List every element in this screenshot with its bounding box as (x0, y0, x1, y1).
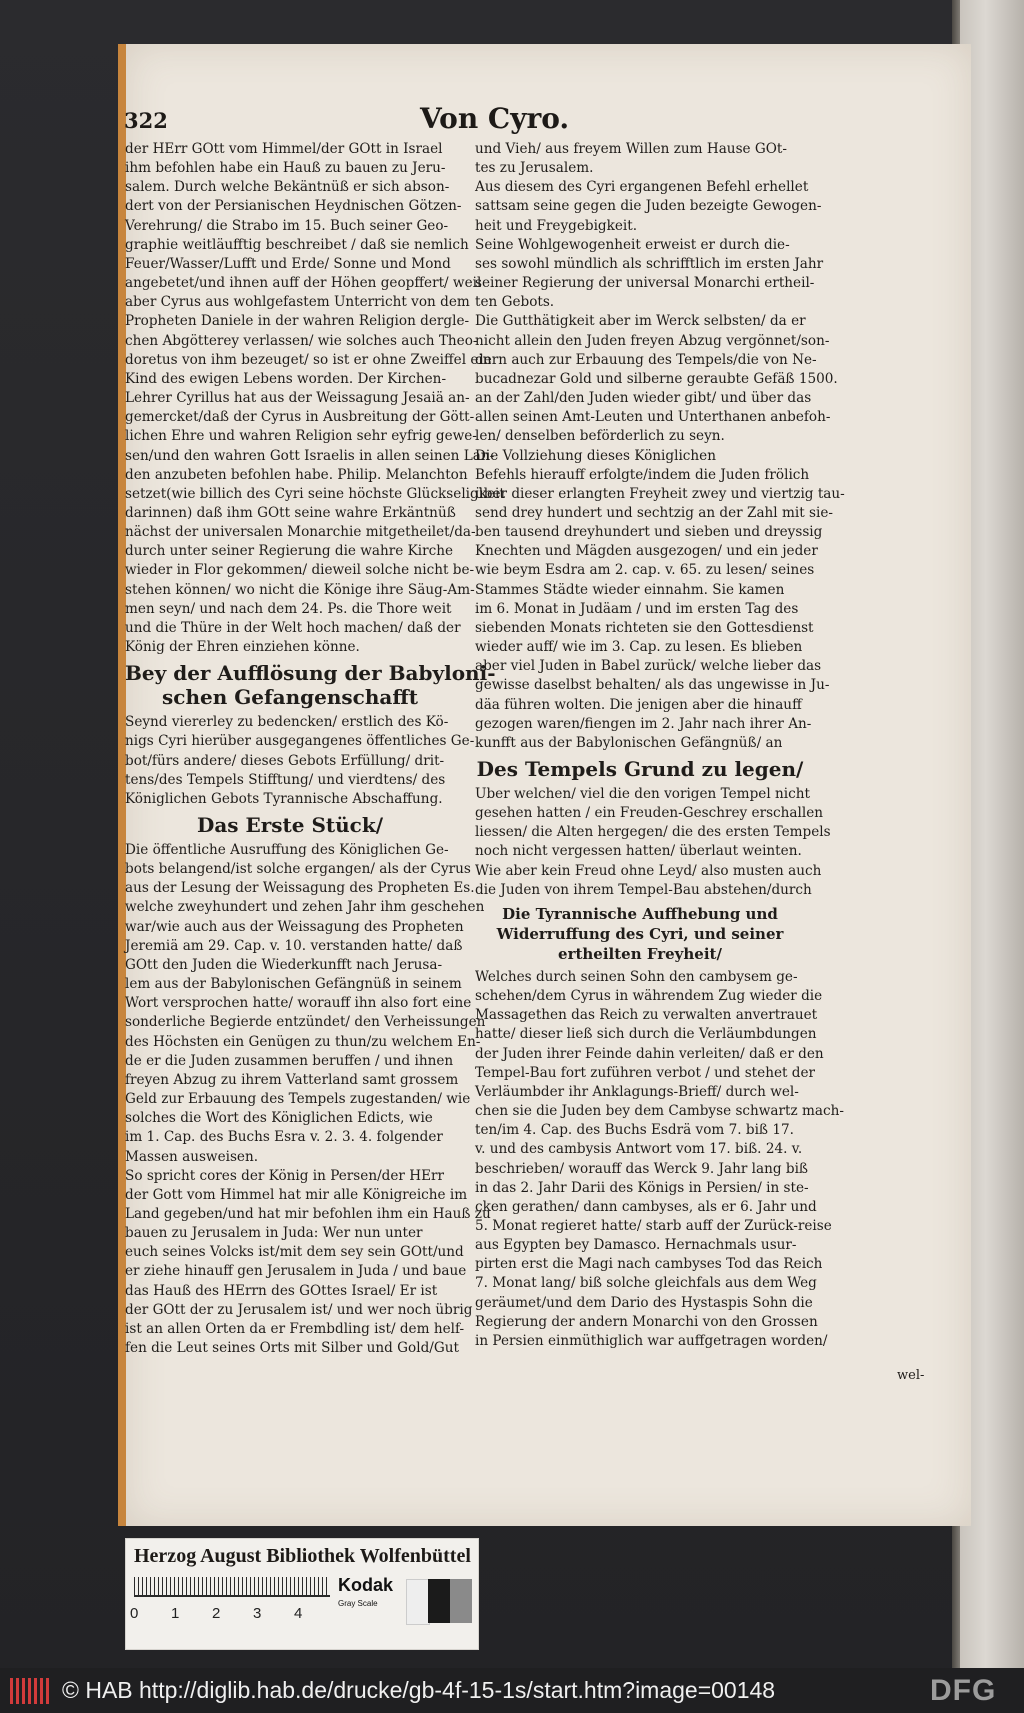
text-line: tes zu Jerusalem. (475, 160, 594, 177)
text-line: dern auch zur Erbauung des Tempels/die von Ne- (475, 351, 817, 368)
text-line: salem. Durch welche Bekäntnüß er sich abson- (125, 179, 450, 196)
footer-bar (0, 1668, 1024, 1713)
text-line: schen Gefangenschafft (162, 685, 418, 710)
left-heading-1 (125, 661, 496, 710)
left-column (125, 140, 505, 1358)
text-line: Jeremiä am 29. Cap. v. 10. verstanden hatte/ daß (125, 937, 463, 954)
text-line: lem aus der Babylonischen Gefängnüß in seinem (125, 976, 462, 993)
text-line: im 6. Monat in Judäam / und im ersten Tag des (475, 600, 799, 617)
ruler-label: 4 (294, 1605, 303, 1622)
text-line: beschrieben/ worauff das Werck 9. Jahr lang biß (475, 1160, 808, 1177)
text-line: men seyn/ und nach dem 24. Ps. die Thore weit (125, 600, 452, 617)
text-line: Widerruffung des Cyri, und seiner (496, 924, 784, 943)
left-paragraph-4 (125, 1167, 491, 1359)
text-line: Uber welchen/ viel die den vorigen Tempel nicht (475, 786, 810, 802)
text-line: 7. Monat lang/ biß solche gleichfals aus dem Weg (475, 1275, 817, 1292)
text-line: Die öffentliche Ausruffung des Königlichen Ge- (125, 842, 449, 858)
catchword: wel- (897, 1368, 925, 1383)
text-line: hatte/ dieser ließ sich durch die Verläumbdungen (475, 1026, 817, 1043)
color-target (125, 1538, 479, 1650)
text-line: freyen Abzug zu ihrem Vatterland samt grossem (125, 1071, 459, 1088)
text-line: pirten erst die Magi nach cambyses Tod das Reich (475, 1256, 823, 1273)
right-paragraph-3 (475, 236, 824, 313)
text-line: So spricht cores der König in Persen/der HErr (125, 1167, 444, 1184)
text-line: Knechten und Mägden ausgezogen/ und ein jeder (475, 543, 818, 560)
text-line: bots belangend/ist solche ergangen/ als der Cyrus (125, 861, 471, 878)
ruler-label: 1 (171, 1605, 180, 1622)
text-line: sonderliche Begierde entzündet/ den Verheissungen (125, 1014, 486, 1031)
text-line: wie beym Esdra am 2. cap. v. 65. zu lesen/ seines (475, 562, 815, 579)
text-line: noch nicht vergessen hatten/ überlaut weinten. (475, 843, 802, 860)
text-line: Stammes Städte wieder einnahm. Sie kamen (475, 581, 785, 598)
target-title: Herzog August Bibliothek Wolfenbüttel (134, 1545, 471, 1567)
text-line: war/wie auch aus der Weissagung des Propheten (125, 918, 464, 935)
gray-scale-label: Gray Scale (338, 1599, 378, 1608)
text-line: GOtt den Juden die Wiederkunfft nach Jerusa- (125, 956, 443, 973)
gray-swatch-mid (450, 1579, 472, 1623)
ruler-label: 0 (130, 1605, 139, 1622)
text-line: Wie aber kein Freud ohne Leyd/ also musten auch (475, 862, 822, 879)
text-line: 5. Monat regieret hatte/ starb auff der Zurück-reise (475, 1217, 832, 1234)
text-line: nächst der universalen Monarchie mitgetheilet/da- (125, 524, 476, 541)
text-line: Seynd viererley zu bedencken/ erstlich des Kö- (125, 714, 449, 731)
text-line: der HErr GOtt vom Himmel/der GOtt in Israel (125, 141, 443, 157)
text-line: gesehen hatten / ein Freuden-Geschrey erschallen (475, 805, 824, 822)
text-line: gezogen waren/fiengen im 2. Jahr nach ihrer An- (475, 715, 812, 732)
right-paragraph-2 (475, 178, 822, 235)
text-line: chen sie die Juden bey dem Cambyse schwartz mach- (475, 1103, 844, 1120)
text-line: nigs Cyri hierüber ausgegangenes öffentliches Ge- (125, 733, 475, 750)
text-line: den anzubeten befohlen habe. Philip. Melanchton (125, 466, 468, 483)
text-line: siebenden Monats richteten sie den Gottesdienst (475, 619, 814, 636)
right-heading-2 (475, 904, 805, 964)
left-heading-2: Das Erste Stück/ (196, 813, 384, 837)
running-head (0, 102, 1024, 136)
text-line: und die Thüre in der Welt hoch machen/ daß der (125, 619, 461, 636)
text-line: in das 2. Jahr Darii des Königs in Persien/ in ste- (475, 1179, 809, 1196)
text-line: de er die Juden zusammen beruffen / und ihnen (125, 1052, 454, 1069)
text-line: Regierung der andern Monarchi von den Grossen (475, 1313, 818, 1330)
text-line: ertheilten Freyheit/ (558, 944, 722, 963)
text-line: kunfft aus der Babylonischen Gefängnüß/ an (475, 734, 783, 751)
dfg-logo: DFG (930, 1674, 997, 1707)
text-line: liessen/ die Alten hergegen/ die des ersten Tempels (475, 824, 831, 841)
text-line: an der Zahl/den Juden wieder gibt/ und über das (475, 390, 812, 407)
text-line: Feuer/Wasser/Lufft und Erde/ Sonne und Mond (125, 255, 451, 272)
text-line: Aus diesem des Cyri ergangenen Befehl erhellet (475, 179, 809, 196)
text-line: er ziehe hinauff gen Jerusalem in Juda / und baue (125, 1263, 467, 1280)
text-line: nicht allein den Juden freyen Abzug vergönnet/son- (475, 332, 830, 349)
text-line: sen/und den wahren Gott Israelis in allen seinen Lan- (125, 447, 495, 464)
text-line: das Hauß des HErrn des GOttes Israel/ Er ist (125, 1282, 438, 1299)
text-line: angebetet/und ihnen auff der Höhen geopffert/ weil (125, 275, 482, 292)
right-paragraph-7 (475, 862, 822, 900)
text-line: geräumet/und dem Dario des Hystaspis Sohn die (475, 1294, 813, 1311)
text-line: der Gott vom Himmel hat mir alle Königreiche im (125, 1186, 468, 1203)
text-line: aber Cyrus aus wohlgefastem Unterricht von dem (125, 294, 470, 311)
right-paragraph-4 (475, 312, 838, 446)
text-line: heit und Freygebigkeit. (475, 217, 638, 234)
text-line: aber viel Juden in Babel zurück/ welche lieber das (475, 658, 822, 675)
text-line: bauen zu Jerusalem in Juda: Wer nun unter (125, 1225, 423, 1242)
kodak-logo: Kodak (338, 1575, 394, 1595)
text-line: v. und des cambysis Antwort vom 17. biß. 24. v. (475, 1141, 803, 1158)
text-line: bucadnezar Gold und silberne geraubte Gefäß 1500. (475, 370, 838, 387)
text-line: Kind des ewigen Lebens worden. Der Kirchen- (125, 370, 447, 387)
text-line: der Juden ihrer Feinde dahin verleiten/ daß er den (475, 1045, 824, 1062)
gray-swatch-black (428, 1579, 450, 1623)
text-line: Geld zur Erbauung des Tempels zugestanden/ wie (125, 1091, 471, 1108)
text-line: wieder auff/ wie im 3. Cap. zu lesen. Es blieben (475, 639, 803, 656)
text-line: Bey der Aufflösung der Babyloni- (125, 661, 496, 686)
text-line: durch unter seiner Regierung die wahre Kirche (125, 543, 454, 560)
text-line: ihm befohlen habe ein Hauß zu bauen zu Jeru- (125, 160, 446, 177)
text-line: chen Abgötterey verlassen/ wie solches auch Theo- (125, 332, 478, 349)
text-line: stehen können/ wo nicht die Könige ihre Säug-Am- (125, 581, 475, 598)
text-line: im 1. Cap. des Buchs Esra v. 2. 3. 4. folgender (125, 1129, 443, 1146)
text-line: aus der Lesung der Weissagung des Propheten Es. (125, 880, 475, 897)
ruler-label: 3 (253, 1605, 262, 1622)
text-line: des Höchsten ein Genügen zu thun/zu welchem En- (125, 1033, 481, 1050)
text-line: Die Vollziehung dieses Königlichen (475, 447, 716, 464)
text-line: in Persien einmüthiglich war auffgetragen worden/ (475, 1332, 828, 1349)
running-title: Von Cyro. (420, 102, 570, 135)
source-link[interactable]: © HAB http://diglib.hab.de/drucke/gb-4f-15-1s/start.htm?image=00148 (62, 1677, 776, 1703)
text-line: Massen ausweisen. (125, 1148, 259, 1165)
text-line: gemercket/daß der Cyrus in Ausbreitung der Gött- (125, 409, 475, 426)
right-column (475, 140, 845, 1351)
left-paragraph-1 (125, 140, 505, 657)
hab-logo-icon (10, 1678, 50, 1704)
text-line: dert von der Persianischen Heydnischen Götzen- (125, 198, 462, 215)
text-line: wieder in Flor gekommen/ dieweil solche nicht be- (125, 562, 475, 579)
left-paragraph-2 (125, 713, 475, 809)
text-line: ten/im 4. Cap. des Buchs Esdrä vom 7. biß 17. (475, 1122, 794, 1139)
text-line: Tempel-Bau fort zuführen verbot / und stehet der (475, 1064, 816, 1081)
text-line: ses sowohl mündlich als schrifftlich im ersten Jahr (475, 255, 824, 272)
text-line: setzet(wie billich des Cyri seine höchste Glückseligkeit (125, 485, 505, 502)
page-number: 322 (124, 108, 168, 133)
right-paragraph-8 (475, 968, 844, 1351)
text-line: aus Egypten bey Damasco. Hernachmals usur- (475, 1237, 797, 1254)
text-line: Wort versprochen hatte/ worauff ihn also fort eine (125, 995, 472, 1012)
text-line: die Juden von ihrem Tempel-Bau abstehen/durch (475, 881, 812, 898)
text-line: graphie weitläufftig beschreibet / daß sie nemlich (125, 236, 469, 253)
text-line: Seine Wohlgewogenheit erweist er durch die- (475, 236, 790, 253)
text-line: ist an allen Orten da er Frembdling ist/ dem helf- (125, 1320, 465, 1337)
right-paragraph-6 (475, 785, 831, 862)
text-line: und Vieh/ aus freyem Willen zum Hause GOt- (475, 141, 787, 157)
right-paragraph-1 (475, 140, 805, 178)
text-line: Welches durch seinen Sohn den cambysem ge- (475, 968, 798, 985)
text-line: len/ denselben beförderlich zu seyn. (475, 428, 725, 445)
text-line: solches die Wort des Königlichen Edicts, wie (125, 1110, 433, 1127)
text-line: allen seinen Amt-Leuten und Unterthanen anbefoh- (475, 409, 831, 426)
text-line: Königlichen Gebots Tyrannische Abschaffung. (125, 790, 443, 807)
right-paragraph-5 (475, 447, 845, 754)
text-line: ten Gebots. (475, 294, 555, 311)
gray-swatch-white (406, 1579, 430, 1625)
text-line: schehen/dem Cyrus in währendem Zug wieder die (475, 988, 823, 1005)
text-line: welche zweyhundert und zehen Jahr ihm geschehen (125, 899, 485, 916)
text-line: bot/fürs andere/ dieses Gebots Erfüllung/ drit- (125, 752, 445, 769)
ruler-label: 2 (212, 1605, 221, 1622)
text-line: Die Tyrannische Auffhebung und (502, 904, 778, 923)
text-line: euch seines Volcks ist/mit dem sey sein GOtt/und (125, 1244, 464, 1261)
text-line: König der Ehren einziehen könne. (125, 639, 360, 656)
text-line: über dieser erlangten Freyheit zwey und viertzig tau- (475, 485, 845, 502)
text-line: ben tausend dreyhundert und sieben und dreyssig (475, 524, 823, 541)
text-line: Befehls hierauff erfolgte/indem die Juden frölich (475, 466, 810, 483)
text-line: doretus von ihm bezeuget/ so ist er ohne Zweiffel ein (125, 351, 492, 368)
ruler-scale (134, 1577, 330, 1597)
text-line: seiner Regierung der universal Monarchi ertheil- (475, 275, 815, 292)
text-line: Lehrer Cyrillus hat aus der Weissagung Jesaiä an- (125, 390, 470, 407)
text-line: Land gegeben/und hat mir befohlen ihm ein Hauß zu (125, 1205, 491, 1222)
text-line: fen die Leut seines Orts mit Silber und Gold/Gut (125, 1340, 459, 1357)
text-line: däa führen wolten. Die jenigen aber die hinauff (475, 696, 802, 713)
text-line: sattsam seine gegen die Juden bezeigte Gewogen- (475, 198, 822, 215)
text-line: Verehrung/ die Strabo im 15. Buch seiner Geo- (125, 217, 449, 234)
text-line: darinnen) daß ihm GOtt seine wahre Erkäntnüß (125, 504, 456, 521)
left-paragraph-3 (125, 841, 486, 1167)
text-line: Die Gutthätigkeit aber im Werck selbsten/ da er (475, 313, 806, 330)
text-line: lichen Ehre und wahren Religion sehr eyfrig gewe- (125, 428, 477, 445)
text-line: cken gerathen/ dann cambyses, als er 6. Jahr und (475, 1198, 817, 1215)
text-line: Verläumbder ihr Anklagungs-Brieff/ durch wel- (475, 1083, 799, 1100)
text-line: tens/des Tempels Stifftung/ und vierdtens/ des (125, 771, 446, 788)
text-line: gewisse daselbst behalten/ als das ungewisse in Ju- (475, 677, 830, 694)
ruler-labels (130, 1605, 330, 1625)
text-line: send drey hundert und sechtzig an der Zahl mit sie- (475, 504, 833, 521)
right-heading-1: Des Tempels Grund zu legen/ (476, 757, 804, 781)
text-line: Propheten Daniele in der wahren Religion dergle- (125, 313, 470, 330)
text-line: Massagethen das Reich zu verwalten anvertrauet (475, 1007, 818, 1024)
text-line: der GOtt der zu Jerusalem ist/ und wer noch übrig (125, 1301, 473, 1318)
